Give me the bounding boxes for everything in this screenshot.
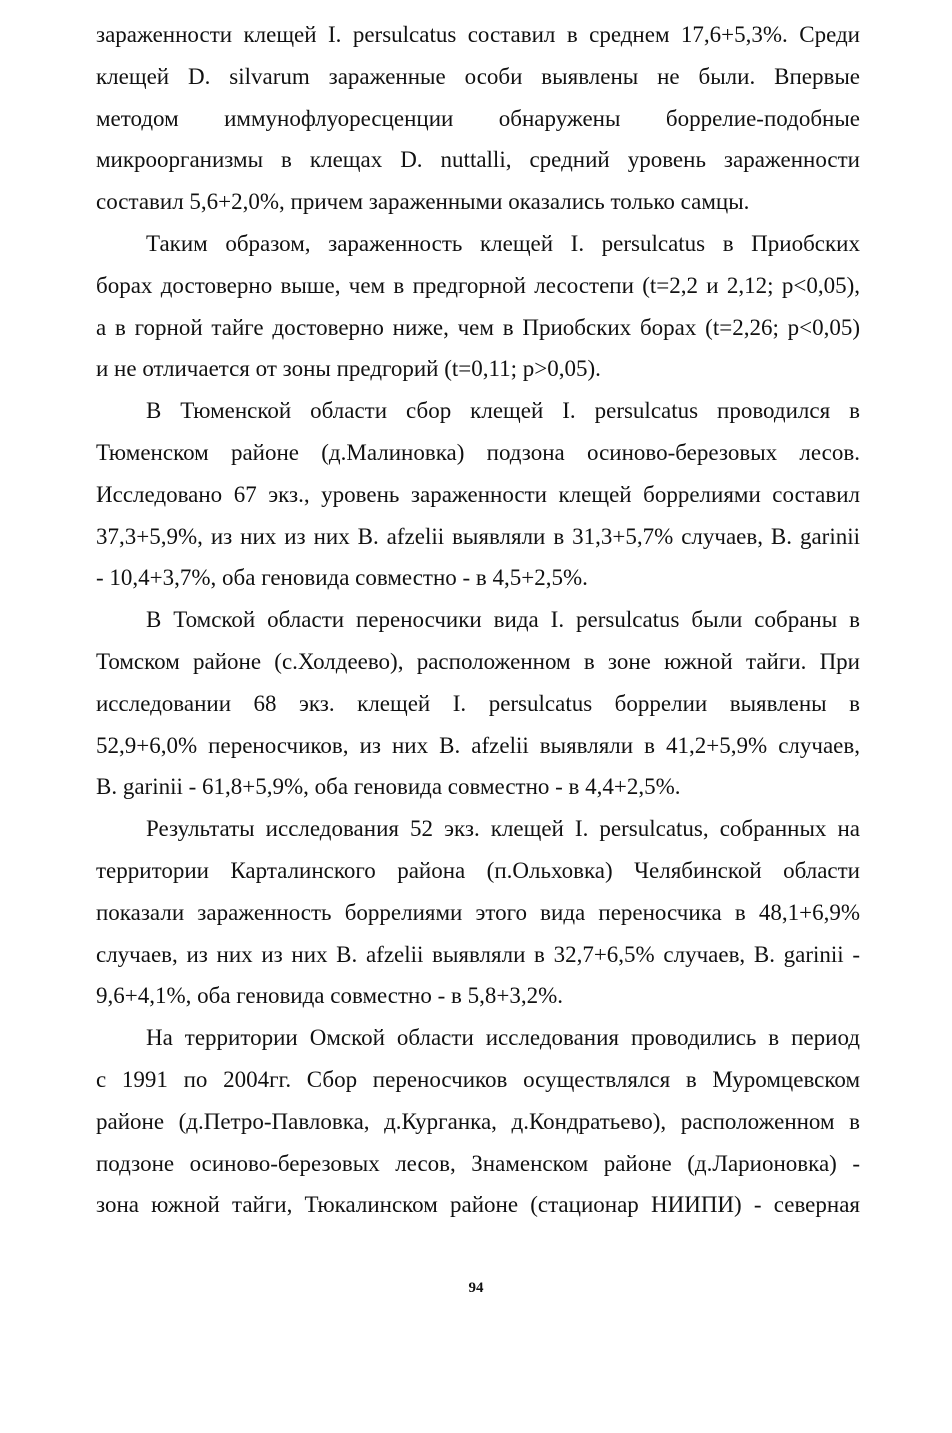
paragraph-start-line: В Тюменской области сбор клещей I. persulcatus проводился в (146, 398, 860, 424)
text-line: составил 5,6+2,0%, причем зараженными оказались только самцы. (96, 189, 750, 215)
text-line: Томском районе (с.Холдеево), расположенном в зоне южной тайги. При (96, 648, 860, 674)
text-line: Тюменском районе (д.Малиновка) подзона осиново-березовых лесов. (96, 439, 860, 465)
text-line: территории Карталинского района (п.Ольховка) Челябинской области (96, 857, 860, 883)
text-line: а в горной тайге достоверно ниже, чем в Приобских борах (t=2,26; p<0,05) (96, 314, 860, 340)
paragraph-start-line: Таким образом, зараженность клещей I. persulcatus в Приобских (146, 230, 860, 256)
text-line: зараженности клещей I. persulcatus составил в среднем 17,6+5,3%. Среди (96, 22, 860, 47)
text-line: 37,3+5,9%, из них из них B. afzelii выявляли в 31,3+5,7% случаев, B. garinii (96, 523, 860, 549)
text-line: зона южной тайги, Тюкалинском районе (стационар НИИПИ) - северная (96, 1192, 860, 1218)
text-line: 52,9+6,0% переносчиков, из них B. afzelii выявляли в 41,2+5,9% случаев, (96, 732, 860, 758)
body-text (96, 14, 860, 1226)
text-line: микроорганизмы в клещах D. nuttalli, средний уровень зараженности (96, 147, 860, 173)
paragraph-start-line: В Томской области переносчики вида I. persulcatus были собраны в (146, 607, 860, 633)
text-line: Исследовано 67 экз., уровень зараженности клещей боррелиями составил (96, 481, 860, 507)
text-line: и не отличается от зоны предгорий (t=0,11; p>0,05). (96, 356, 601, 382)
paragraph-start-line: На территории Омской области исследования проводились в период (146, 1025, 860, 1051)
text-line: - 10,4+3,7%, оба геновида совместно - в 4,5+2,5%. (96, 565, 588, 591)
text-line: случаев, из них из них B. afzelii выявляли в 32,7+6,5% случаев, B. garinii - (96, 941, 860, 967)
text-line: 9,6+4,1%, оба геновида совместно - в 5,8+3,2%. (96, 983, 563, 1009)
paragraph-start-line: Результаты исследования 52 экз. клещей I. persulcatus, собранных на (146, 816, 860, 842)
text-line: исследовании 68 экз. клещей I. persulcatus боррелии выявлены в (96, 690, 860, 716)
text-line: подзоне осиново-березовых лесов, Знаменском районе (д.Ларионовка) - (96, 1150, 860, 1176)
text-line: методом иммунофлуоресценции обнаружены боррелие-подобные (96, 105, 860, 131)
text-line: B. garinii - 61,8+5,9%, оба геновида совместно - в 4,4+2,5%. (96, 774, 681, 800)
page-number: 94 (468, 1280, 484, 1296)
text-line: клещей D. silvarum зараженные особи выявлены не были. Впервые (96, 63, 860, 89)
text-line: показали зараженность боррелиями этого вида переносчика в 48,1+6,9% (96, 899, 860, 925)
text-line: с 1991 по 2004гг. Сбор переносчиков осуществлялся в Муромцевском (96, 1066, 860, 1092)
text-line: борах достоверно выше, чем в предгорной лесостепи (t=2,2 и 2,12; p<0,05), (96, 272, 860, 298)
text-line: районе (д.Петро-Павловка, д.Курганка, д.Кондратьево), расположенном в (96, 1108, 860, 1134)
